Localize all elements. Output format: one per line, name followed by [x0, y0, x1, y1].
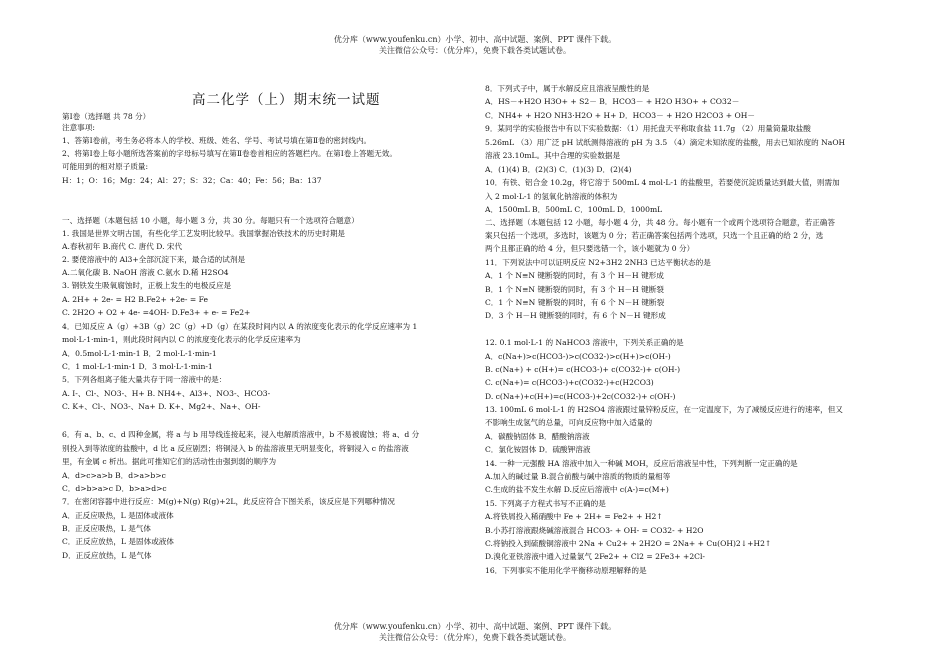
question-2-options: A.二氧化碳 B. NaOH 溶液 C.氨水 D.稀 H2SO4 [62, 268, 229, 277]
question-7: 7．在密闭容器中进行反应：M(g)+N(g) R(g)+2L，此反应符合下图关系，该反应是下列哪种情况 [62, 497, 395, 506]
footer-line-2: 关注微信公众号：（优分库），免费下载各类试题试卷。 [379, 633, 571, 642]
notice-item: 1、答第Ⅰ卷前，考生务必将本人的学校、班级、姓名、学号、考试号填在第Ⅱ卷的密封线内。 [62, 136, 372, 145]
question-1-options: A.春秋初年 B.商代 C. 唐代 D. 宋代 [62, 242, 183, 251]
notice-heading: 注意事项: [62, 123, 95, 132]
question-11: 11．下列说法中可以证明反应 N2+3H2 2NH3 已达平衡状态的是 [485, 258, 711, 267]
question-15-option-a: A.将铁屑投入稀硝酸中 Fe + 2H+ = Fe2+ + H2↑ [485, 512, 663, 521]
question-12-option-c: C. c(Na+)= c(HCO3-)+c(CO32-)+c(H2CO3) [485, 378, 654, 387]
header-line-2: 关注微信公众号：（优分库），免费下载各类试题试卷。 [379, 46, 571, 55]
question-4-options: A．0.5mol·L-1·min-1 B．2 mol·L-1·min-1 [62, 349, 217, 358]
question-5-options: C. K+、Cl-、NO3-、Na+ D. K+、Mg2+、Na+、OH- [62, 402, 261, 411]
question-7-option-b: B．正反应吸热，L 是气体 [62, 524, 151, 533]
question-5-options: A. I-、Cl-、NO3-、H+ B. NH4+、Al3+、NO3-、HCO3- [62, 389, 271, 398]
question-11-option-a: A．1 个 N≡N 键断裂的同时，有 3 个 H－H 键形成 [485, 271, 664, 280]
page-header [0, 34, 950, 56]
question-15-option-d: D.溴化亚铁溶液中通入过量氯气 2Fe2+ + Cl2 = 2Fe3+ +2Cl- [485, 552, 705, 561]
atomic-mass-values: H：1；O：16；Mg：24；Al：27；S：32；Ca：40；Fe：56；Ba：137 [62, 176, 322, 185]
question-10-cont: 入 2 mol·L-1 的氢氧化钠溶液的体积为 [485, 192, 618, 201]
question-15-option-c: C.将钠投入到硫酸铜溶液中 2Na + Cu2+ + 2H2O = 2Na+ + Cu(OH)2↓+H2↑ [485, 539, 772, 548]
atomic-mass-heading: 可能用到的相对原子质量: [62, 162, 149, 171]
question-3-options: C. 2H2O + O2 + 4e- =4OH- D.Fe3+ + e- = Fe2+ [62, 308, 251, 317]
question-7-option-c: C．正反应放热，L 是固体或液体 [62, 537, 174, 546]
question-6-cont: 里，有金属 c 析出。据此可推知它们的活动性由强到弱的顺序为 [62, 457, 277, 466]
question-5: 5．下列各组离子能大量共存于同一溶液中的是： [62, 375, 227, 384]
question-11-option-d: D．3 个 H－H 键断裂的同时，有 6 个 N－H 键形成 [485, 311, 666, 320]
question-14-options: C.生成的盐不发生水解 D.反应后溶液中 c(A-)=c(M+) [485, 485, 669, 494]
exam-title: 高二化学（上）期末统一试题 [192, 92, 381, 108]
question-14-options: A.加入的碱过量 B.混合前酸与碱中溶质的物质的量相等 [485, 472, 671, 481]
part-two-heading: 二、选择题（本题包括 12 小题，每小题 4 分，共 48 分。每小题有一个或两个选项符合题意，若正确答 [485, 218, 835, 227]
question-14: 14. 一种一元强酸 HA 溶液中加入一种碱 MOH，反应后溶液呈中性，下列判断一定正确的是 [485, 459, 798, 468]
question-13-options: A．碳酸钠固体 B．醋酸钠溶液 [485, 432, 590, 441]
question-4-options: C．1 mol·L-1·min-1 D．3 mol·L-1·min-1 [62, 362, 213, 371]
question-6-cont: 别投入到等浓度的盐酸中，d 比 a 反应剧烈；将铜浸入 b 的盐溶液里无明显变化，将铜浸入 c 的盐溶液 [62, 444, 409, 453]
question-7-option-d: D．正反应放热，L 是气体 [62, 551, 152, 560]
question-11-option-c: C．1 个 N≡N 键断裂的同时，有 6 个 N－H 键断裂 [485, 298, 665, 307]
section-heading: 第Ⅰ卷（选择题 共 78 分） [62, 112, 151, 121]
question-4-cont: mol·L-1·min-1，则此段时间内以 C 的浓度变化表示的化学反应速率为 [62, 335, 301, 344]
question-15: 15. 下列离子方程式书写不正确的是 [485, 499, 606, 508]
question-9-cont: 5.26mL （3）用广泛 pH 试纸测得溶液的 pH 为 3.5 （4）滴定未知浓度的盐酸，用去已知浓度的 NaOH [485, 138, 846, 147]
part-two-heading-cont: 案只包括一个选项，多选时，该题为 0 分；若正确答案包括两个选项，只选一个且正确的给 2 分，选 [485, 231, 824, 240]
footer-line-1: 优分库（www.youfenku.cn）小学、初中、高中试题、案例、PPT 课件下载。 [333, 622, 617, 631]
question-9-options: A．(1)(4) B．(2)(3) C．(1)(3) D．(2)(4) [485, 165, 632, 174]
question-8-options: C．NH4+ + H2O NH3·H2O + H+ D．HCO3－ + H2O H2CO3 + OH－ [485, 111, 755, 120]
question-9-cont: 溶液 23.10mL。其中合理的实验数据是 [485, 151, 621, 160]
question-8: 8．下列式子中，属于水解反应且溶液呈酸性的是 [485, 84, 650, 93]
question-12-option-d: D. c(Na+)+c(H+)=c(HCO3-)+2c(CO32-)+ c(OH-) [485, 392, 676, 401]
question-16: 16．下列事实不能用化学平衡移动原理解释的是 [485, 566, 647, 575]
question-12-option-a: A．c(Na+)>c(HCO3-)>c(CO32-)>c(H+)>c(OH-) [485, 352, 671, 361]
question-1: 1. 我国是世界文明古国，有些化学工艺发明比较早。我国掌握冶铁技术的历史时期是 [62, 229, 346, 238]
question-13: 13. 100mL 6 mol·L-1 的 H2SO4 溶液跟过量锌粉反应，在一定温度下，为了减缓反应进行的速率，但又 [485, 405, 843, 414]
question-3-options: A. 2H+ + 2e- = H2 B.Fe2+ +2e- = Fe [62, 295, 209, 304]
question-15-option-b: B.小苏打溶液跟烧碱溶液混合 HCO3- + OH- = CO32- + H2O [485, 526, 704, 535]
part-one-heading: 一、选择题（本题包括 10 小题，每小题 3 分，共 30 分。每题只有一个选项符合题意） [62, 216, 359, 225]
question-2: 2. 要使溶液中的 Al3+全部沉淀下来，最合适的试剂是 [62, 255, 246, 264]
question-12-option-b: B. c(Na+) + c(H+)= c(HCO3-)+ c(CO32-)+ c(OH-) [485, 365, 681, 374]
question-4: 4．已知反应 A（g）+3B（g）2C（g）+D（g）在某段时间内以 A 的浓度变化表示的化学反应速率为 1 [62, 322, 418, 331]
question-6: 6．有 a、b、c、d 四种金属，将 a 与 b 用导线连接起来，浸入电解质溶液中，b 不易被腐蚀；将 a、d 分 [62, 430, 420, 439]
question-3: 3. 钢铁发生吸氧腐蚀时，正极上发生的电极反应是 [62, 281, 232, 290]
page-footer [0, 621, 950, 643]
question-6-options: C．d>b>a>c D．b>a>d>c [62, 484, 167, 493]
question-7-option-a: A．正反应吸热，L 是固体或液体 [62, 511, 174, 520]
question-8-options: A．HS－+H2O H3O+ + S2－ B．HCO3－ + H2O H3O+ + CO32－ [485, 97, 740, 106]
question-12: 12. 0.1 mol·L-1 的 NaHCO3 溶液中，下列关系正确的是 [485, 338, 684, 347]
header-line-1: 优分库（www.youfenku.cn）小学、初中、高中试题、案例、PPT 课件下载。 [333, 35, 617, 44]
question-13-cont: 不影响生成氢气的总量，可向反应物中加入适量的 [485, 418, 653, 427]
question-11-option-b: B．1 个 N≡N 键断裂的同时，有 3 个 H－H 键断裂 [485, 285, 664, 294]
question-6-options: A．d>c>a>b B．d>a>b>c [62, 471, 166, 480]
question-13-options: C．氯化铵固体 D．硫酸钾溶液 [485, 445, 591, 454]
question-9: 9．某同学的实验报告中有以下实验数据：（1）用托盘天平称取食盐 11.7g （2）用量筒量取盐酸 [485, 124, 811, 133]
question-10: 10．有铁、铝合金 10.2g，将它溶于 500mL 4 mol·L-1 的盐酸里，若要使沉淀质量达到最大值，则需加 [485, 178, 840, 187]
part-two-heading-cont: 两个且都正确的给 4 分，但只要选错一个，该小题就为 0 分） [485, 244, 695, 253]
notice-item: 2、将第Ⅰ卷上每小题所选答案前的字母标号填写在第Ⅱ卷卷首相应的答题栏内。在第Ⅰ卷上答题无效。 [62, 149, 397, 158]
question-10-options: A．1500mL B．500mL C．100mL D．1000mL [485, 205, 663, 214]
